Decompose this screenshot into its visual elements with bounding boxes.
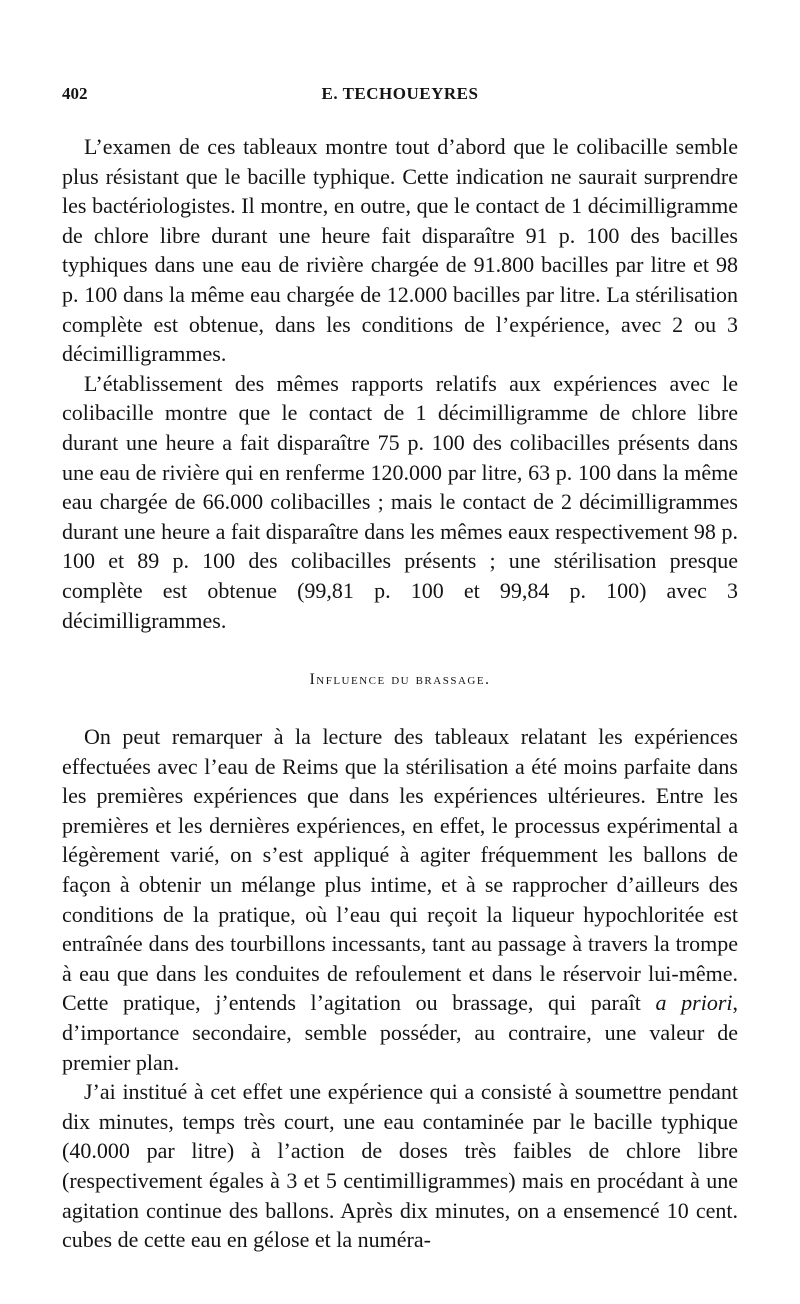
italic-a-priori: a priori — [655, 990, 733, 1016]
paragraph-remarque-lecture — [62, 722, 738, 1077]
page-number: 402 — [62, 84, 88, 103]
book-page — [62, 84, 738, 1255]
paragraph-text-end: , d’importance secondaire, semble posséder, au contraire, une valeur de premier plan. — [62, 990, 738, 1075]
paragraph-colibacille: L’établissement des mêmes rapports relatifs aux expériences avec le colibacille montre que le contact de 1 décimilligramme de chlore libre durant une heure a fait disparaître 75 p. 100 des colibacilles présents dans une eau de rivière qui en renferme 120.000 par litre, 63 p. 100 dans la même eau chargée de 66.000 colibacilles ; mais le contact de 2 décimilligrammes durant une heure a fait disparaître dans les mêmes eaux respectivement 98 p. 100 et 89 p. 100 des colibacilles présents ; une stérilisation presque complète est obtenue (99,81 p. 100 et 99,84 p. 100) avec 3 décimilligrammes. — [62, 370, 738, 633]
running-head-author: E. TECHOUEYRES — [321, 84, 479, 103]
paragraph-experience-agitation: J’ai institué à cet effet une expérience qui a consisté à soumettre pendant dix minutes, temps très court, une eau contaminée par le bacille typhique (40.000 par litre) à l’action de doses très faibles de chlore libre (respectivement égales à 3 et 5 centimilligrammes) mais en procédant à une agitation continue des ballons. Après dix minutes, on a ensemencé 10 cent. cubes de cette eau en gélose et la numéra- — [62, 1079, 738, 1253]
paragraph-text-start: On peut remarquer à la lecture des tableaux relatant les expériences effectuées avec l’eau de Reims que la stérilisation a été moins parfaite dans les premières expériences que dans les expériences ultérieures. Entre les premières et les dernières expériences, en effet, le processus expérimental a légèrement varié, on s’est appliqué à agiter fréquemment les ballons de façon à obtenir un mélange plus intime, et à se rapprocher d’ailleurs des conditions de la pratique, où l’eau qui reçoit la liqueur hypochloritée est entraînée dans des tourbillons incessants, tant au passage à travers la trompe à eau que dans les conduites de refoulement et dans le réservoir lui-même. Cette pratique, j’entends l’agitation ou brassage, qui paraît — [62, 724, 738, 1016]
section-heading-brassage — [62, 668, 738, 692]
section-heading-text: Influence du brassage. — [309, 671, 491, 689]
running-head — [62, 84, 738, 114]
paragraph-examen-tableaux: L’examen de ces tableaux montre tout d’abord que le colibacille semble plus résistant que le bacille typhique. Cette indication ne saurait surprendre les bactériologistes. Il montre, en outre, que le contact de 1 décimilligramme de chlore libre durant une heure fait disparaître 91 p. 100 des bacilles typhiques dans une eau de rivière chargée de 91.800 bacilles par litre et 98 p. 100 dans la même eau chargée de 12.000 bacilles par litre. La stérilisation complète est obtenue, dans les conditions de l’expérience, avec 2 ou 3 décimilligrammes. — [62, 134, 738, 367]
body-text — [62, 132, 738, 1255]
